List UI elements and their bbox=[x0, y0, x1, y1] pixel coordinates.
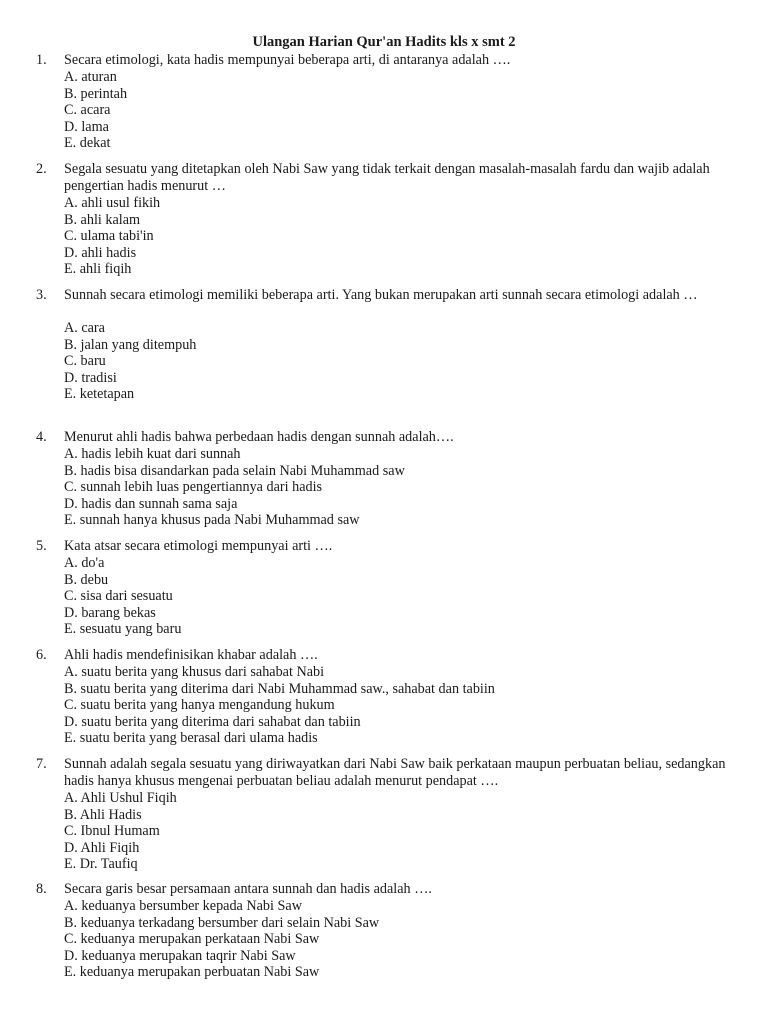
option-d: D. Ahli Fiqih bbox=[64, 839, 140, 856]
option-b: B. keduanya terkadang bersumber dari selain Nabi Saw bbox=[64, 914, 380, 931]
option-a: A. keduanya bersumber kepada Nabi Saw bbox=[64, 898, 302, 914]
option-b: B. perintah bbox=[64, 85, 128, 102]
option-b: B. suatu berita yang diterima dari Nabi Muhammad saw., sahabat dan tabiin bbox=[64, 680, 495, 697]
question-text: Secara garis besar persamaan antara sunnah dan hadis adalah …. bbox=[64, 881, 432, 897]
option-b: B. jalan yang ditempuh bbox=[64, 336, 197, 353]
question-text: Sunnah adalah segala sesuatu yang diriwayatkan dari Nabi Saw baik perkataan maupun perbuatan beliau, sedangkan hadis hanya khusus mengenai perbuatan beliau adalah menurut pendapat …. bbox=[64, 756, 726, 789]
option-b: B. hadis bisa disandarkan pada selain Nabi Muhammad saw bbox=[64, 462, 405, 479]
question-number: 4. bbox=[36, 429, 47, 445]
option-e: E. sesuatu yang baru bbox=[64, 621, 182, 638]
option-a: A. suatu berita yang khusus dari sahabat Nabi bbox=[64, 664, 325, 680]
option-e: E. keduanya merupakan perbuatan Nabi Saw bbox=[64, 964, 320, 981]
option-d: D. hadis dan sunnah sama saja bbox=[64, 495, 238, 512]
question-4 bbox=[36, 429, 736, 529]
question-number: 3. bbox=[36, 287, 47, 303]
question-2 bbox=[36, 161, 736, 278]
question-text: Segala sesuatu yang ditetapkan oleh Nabi Saw yang tidak terkait dengan masalah-masalah fardu dan wajib adalah pengertian hadis menurut … bbox=[64, 161, 710, 194]
option-e: E. sunnah hanya khusus pada Nabi Muhammad saw bbox=[64, 512, 360, 529]
option-b: B. ahli kalam bbox=[64, 211, 141, 228]
option-a: A. Ahli Ushul Fiqih bbox=[64, 790, 177, 806]
option-e: E. ahli fiqih bbox=[64, 261, 132, 278]
spacer bbox=[36, 304, 736, 320]
option-c: C. suatu berita yang hanya mengandung hukum bbox=[64, 697, 335, 714]
option-d: D. tradisi bbox=[64, 369, 117, 386]
option-d: D. ahli hadis bbox=[64, 244, 137, 261]
option-d: D. lama bbox=[64, 118, 109, 135]
question-7 bbox=[36, 756, 736, 873]
option-b: B. Ahli Hadis bbox=[64, 806, 142, 823]
option-d: D. barang bekas bbox=[64, 604, 156, 621]
question-text: Ahli hadis mendefinisikan khabar adalah …. bbox=[64, 647, 318, 663]
option-c: C. keduanya merupakan perkataan Nabi Saw bbox=[64, 931, 320, 948]
option-d: D. keduanya merupakan taqrir Nabi Saw bbox=[64, 947, 296, 964]
option-d: D. suatu berita yang diterima dari sahabat dan tabiin bbox=[64, 713, 361, 730]
option-a: A. cara bbox=[64, 320, 105, 336]
question-text: Sunnah secara etimologi memiliki beberapa arti. Yang bukan merupakan arti sunnah secara etimologi adalah … bbox=[64, 287, 698, 303]
option-e: E. ketetapan bbox=[64, 386, 135, 403]
question-3 bbox=[36, 287, 736, 403]
question-5 bbox=[36, 538, 736, 638]
option-e: E. dekat bbox=[64, 135, 111, 152]
question-number: 2. bbox=[36, 161, 47, 177]
question-number: 1. bbox=[36, 52, 47, 68]
question-8 bbox=[36, 881, 736, 981]
option-a: A. aturan bbox=[64, 69, 117, 85]
option-a: A. hadis lebih kuat dari sunnah bbox=[64, 446, 241, 462]
question-1 bbox=[36, 52, 736, 152]
question-number: 8. bbox=[36, 881, 47, 897]
option-c: C. sisa dari sesuatu bbox=[64, 588, 173, 605]
question-text: Menurut ahli hadis bahwa perbedaan hadis dengan sunnah adalah…. bbox=[64, 429, 454, 445]
question-6 bbox=[36, 647, 736, 747]
option-b: B. debu bbox=[64, 571, 109, 588]
option-c: C. acara bbox=[64, 102, 111, 119]
option-a: A. ahli usul fikih bbox=[64, 195, 161, 211]
question-text: Secara etimologi, kata hadis mempunyai beberapa arti, di antaranya adalah …. bbox=[64, 52, 511, 68]
option-e: E. suatu berita yang berasal dari ulama hadis bbox=[64, 730, 318, 747]
question-number: 7. bbox=[36, 756, 47, 772]
option-c: C. Ibnul Humam bbox=[64, 823, 160, 840]
option-e: E. Dr. Taufiq bbox=[64, 856, 138, 873]
question-text: Kata atsar secara etimologi mempunyai arti …. bbox=[64, 538, 333, 554]
document-title: Ulangan Harian Qur'an Hadits kls x smt 2 bbox=[252, 34, 516, 50]
option-c: C. ulama tabi'in bbox=[64, 228, 154, 245]
option-a: A. do'a bbox=[64, 555, 105, 571]
question-number: 6. bbox=[36, 647, 47, 663]
question-number: 5. bbox=[36, 538, 47, 554]
option-c: C. sunnah lebih luas pengertiannya dari hadis bbox=[64, 479, 323, 496]
option-c: C. baru bbox=[64, 353, 106, 370]
